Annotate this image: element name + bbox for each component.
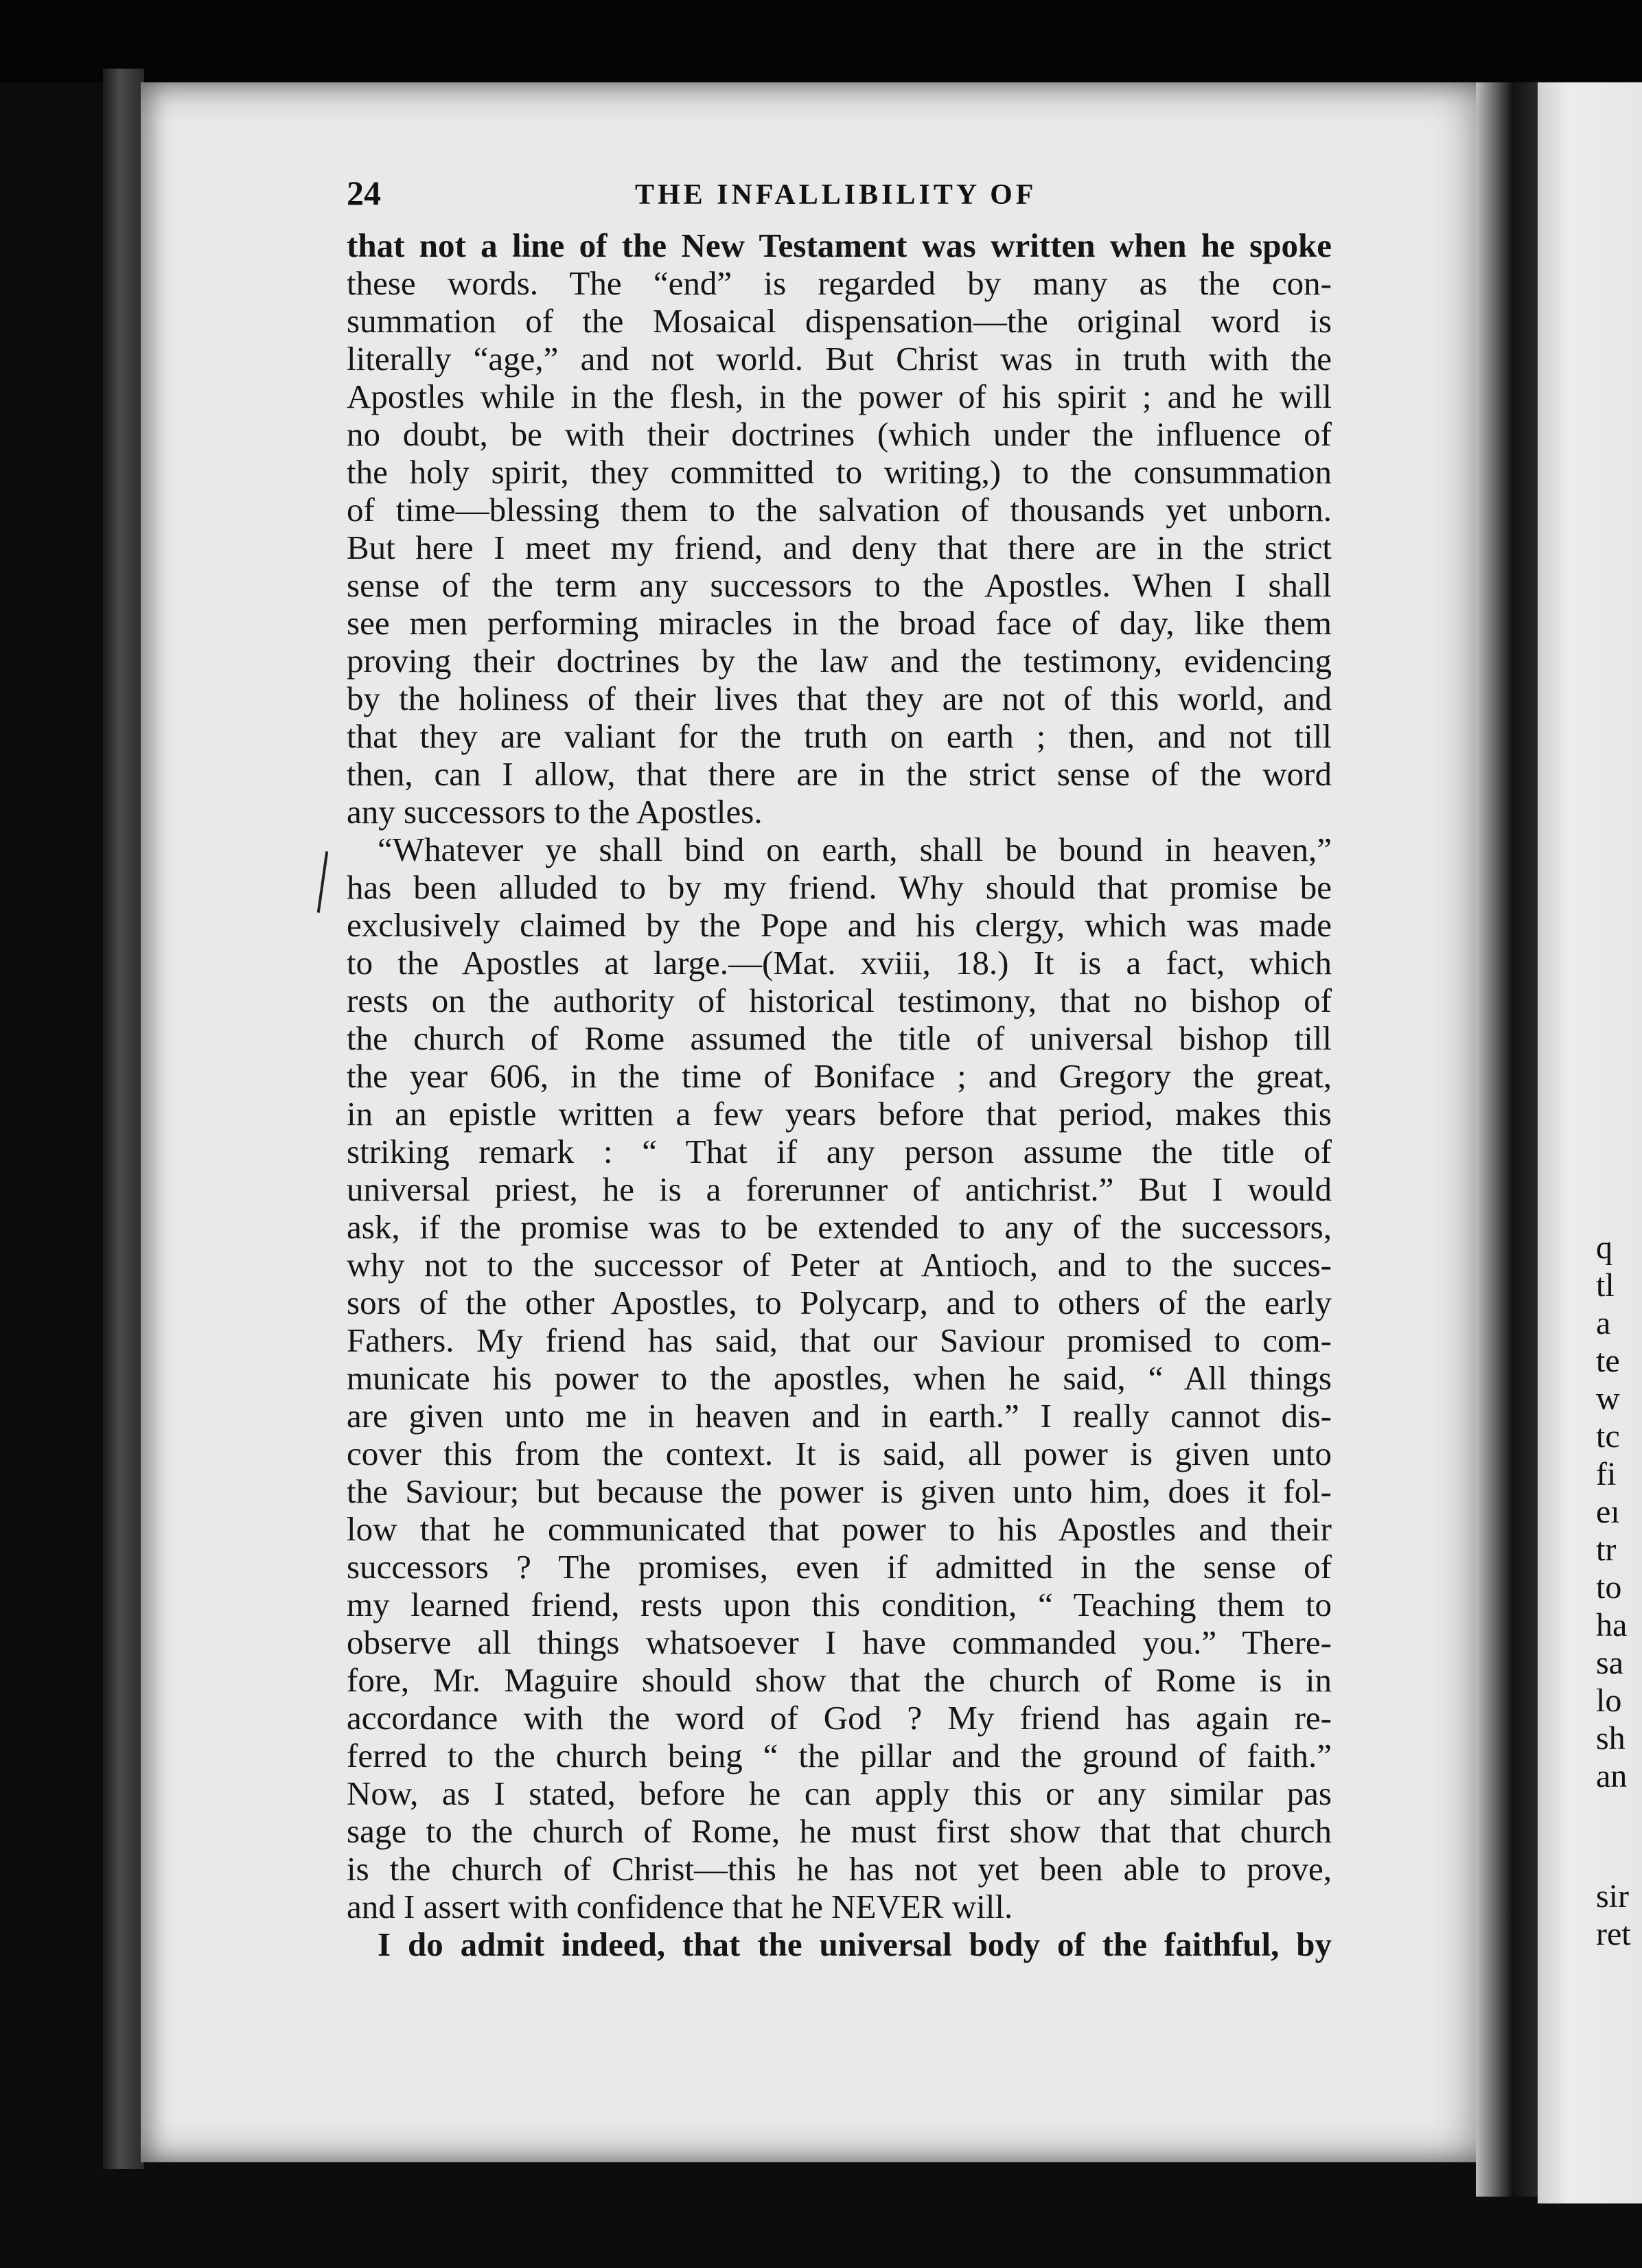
text-line: any successors to the Apostles. [347, 793, 763, 831]
text-line: these words. The “end” is regarded by many as the con- [347, 264, 1332, 302]
facing-page-fragments [1596, 734, 1642, 1953]
text-line: then, can I allow, that there are in the strict sense of the word [347, 755, 1332, 793]
text-line: that they are valiant for the truth on earth ; then, and not till [347, 717, 1332, 755]
text-line: municate his power to the apostles, when he said, “ All things [347, 1359, 1332, 1397]
text-line: has been alluded to by my friend. Why should that promise be [347, 868, 1332, 906]
text-line: that not a line of the New Testament was written when he spoke [347, 227, 1332, 264]
text-line: cover this from the context. It is said, all power is given unto [347, 1435, 1332, 1472]
text-line: ferred to the church being “ the pillar and the ground of faith.” [347, 1737, 1332, 1774]
text-line: the church of Rome assumed the title of universal bishop till [347, 1019, 1332, 1057]
page-number: 24 [347, 174, 381, 212]
text-line: sors of the other Apostles, to Polycarp, and to others of the early [347, 1284, 1332, 1321]
facing-page-fragment: ret [1596, 1916, 1631, 1952]
text-line: summation of the Mosaical dispensation—the original word is [347, 302, 1332, 340]
text-line: my learned friend, rests upon this condition, “ Teaching them to [347, 1586, 1332, 1623]
book-gutter [1476, 82, 1538, 2197]
text-line: Apostles while in the flesh, in the power of his spirit ; and he will [347, 378, 1332, 415]
text-line: and I assert with confidence that he NEVER will. [347, 1888, 1013, 1925]
facing-page-fragment: eı [1596, 1494, 1620, 1530]
text-line: ask, if the promise was to be extended to any of the successors, [347, 1208, 1332, 1246]
text-line: striking remark : “ That if any person assume the title of [347, 1133, 1332, 1170]
facing-page-fragment: sh [1596, 1720, 1626, 1757]
text-line: sage to the church of Rome, he must first show that that church [347, 1812, 1332, 1850]
text-line: Fathers. My friend has said, that our Saviour promised to com- [347, 1321, 1332, 1359]
running-title: THE INFALLIBILITY OF [635, 179, 1037, 211]
text-line: sense of the term any successors to the Apostles. When I shall [347, 566, 1332, 604]
text-line: successors ? The promises, even if admitted in the sense of [347, 1548, 1332, 1586]
facing-page-fragment: lo [1596, 1682, 1622, 1719]
text-line: are given unto me in heaven and in earth.” I really cannot dis- [347, 1397, 1332, 1435]
text-line: see men performing miracles in the broad face of day, like them [347, 604, 1332, 642]
text-line: of time—blessing them to the salvation of thousands yet unborn. [347, 491, 1332, 529]
text-line: in an epistle written a few years before that period, makes this [347, 1095, 1332, 1133]
facing-page-fragment: to [1596, 1569, 1622, 1606]
text-line: accordance with the word of God ? My friend has again re- [347, 1699, 1332, 1737]
text-line: rests on the authority of historical testimony, that no bishop of [347, 982, 1332, 1019]
text-line: is the church of Christ—this he has not yet been able to prove, [347, 1850, 1332, 1888]
facing-page-fragment: tr [1596, 1531, 1617, 1568]
facing-page-fragment: te [1596, 1343, 1620, 1379]
text-line: “Whatever ye shall bind on earth, shall be bound in heaven,” [378, 831, 1332, 868]
text-line: by the holiness of their lives that they are not of this world, and [347, 680, 1332, 717]
facing-page-fragment: tl [1596, 1267, 1615, 1304]
facing-page-fragment: fi [1596, 1456, 1617, 1492]
facing-page-fragment: a [1596, 1305, 1611, 1341]
facing-page-fragment: w [1596, 1380, 1620, 1417]
facing-page-fragment: sir [1596, 1878, 1629, 1914]
text-line: to the Apostles at large.—(Mat. xviii, 18.) It is a fact, which [347, 944, 1332, 982]
text-line: observe all things whatsoever I have commanded you.” There- [347, 1623, 1332, 1661]
text-line: the year 606, in the time of Boniface ; and Gregory the great, [347, 1057, 1332, 1095]
text-line: the Saviour; but because the power is given unto him, does it fol- [347, 1472, 1332, 1510]
text-line: low that he communicated that power to his Apostles and their [347, 1510, 1332, 1548]
text-line: proving their doctrines by the law and the testimony, evidencing [347, 642, 1332, 680]
scan-background [0, 0, 1642, 82]
text-line: But here I meet my friend, and deny that there are in the strict [347, 529, 1332, 566]
text-line: no doubt, be with their doctrines (which under the influence of [347, 415, 1332, 453]
facing-page-fragment: ha [1596, 1607, 1628, 1643]
text-line: literally “age,” and not world. But Christ was in truth with the [347, 340, 1332, 378]
body-text [347, 227, 1332, 1963]
text-line: I do admit indeed, that the universal body of the faithful, by [378, 1925, 1332, 1963]
text-line: universal priest, he is a forerunner of antichrist.” But I would [347, 1170, 1332, 1208]
text-line: why not to the successor of Peter at Antioch, and to the succes- [347, 1246, 1332, 1284]
text-line: exclusively claimed by the Pope and his clergy, which was made [347, 906, 1332, 944]
book-edge [103, 69, 144, 2169]
running-head [347, 173, 1349, 214]
facing-page-fragment: q [1596, 1229, 1612, 1266]
text-line: the holy spirit, they committed to writing,) to the consummation [347, 453, 1332, 491]
facing-page-fragment: sa [1596, 1645, 1623, 1681]
text-line: fore, Mr. Maguire should show that the church of Rome is in [347, 1661, 1332, 1699]
facing-page-fragment: tc [1596, 1418, 1620, 1455]
facing-page-fragment: an [1596, 1758, 1628, 1794]
text-line: Now, as I stated, before he can apply this or any similar pas [347, 1774, 1332, 1812]
